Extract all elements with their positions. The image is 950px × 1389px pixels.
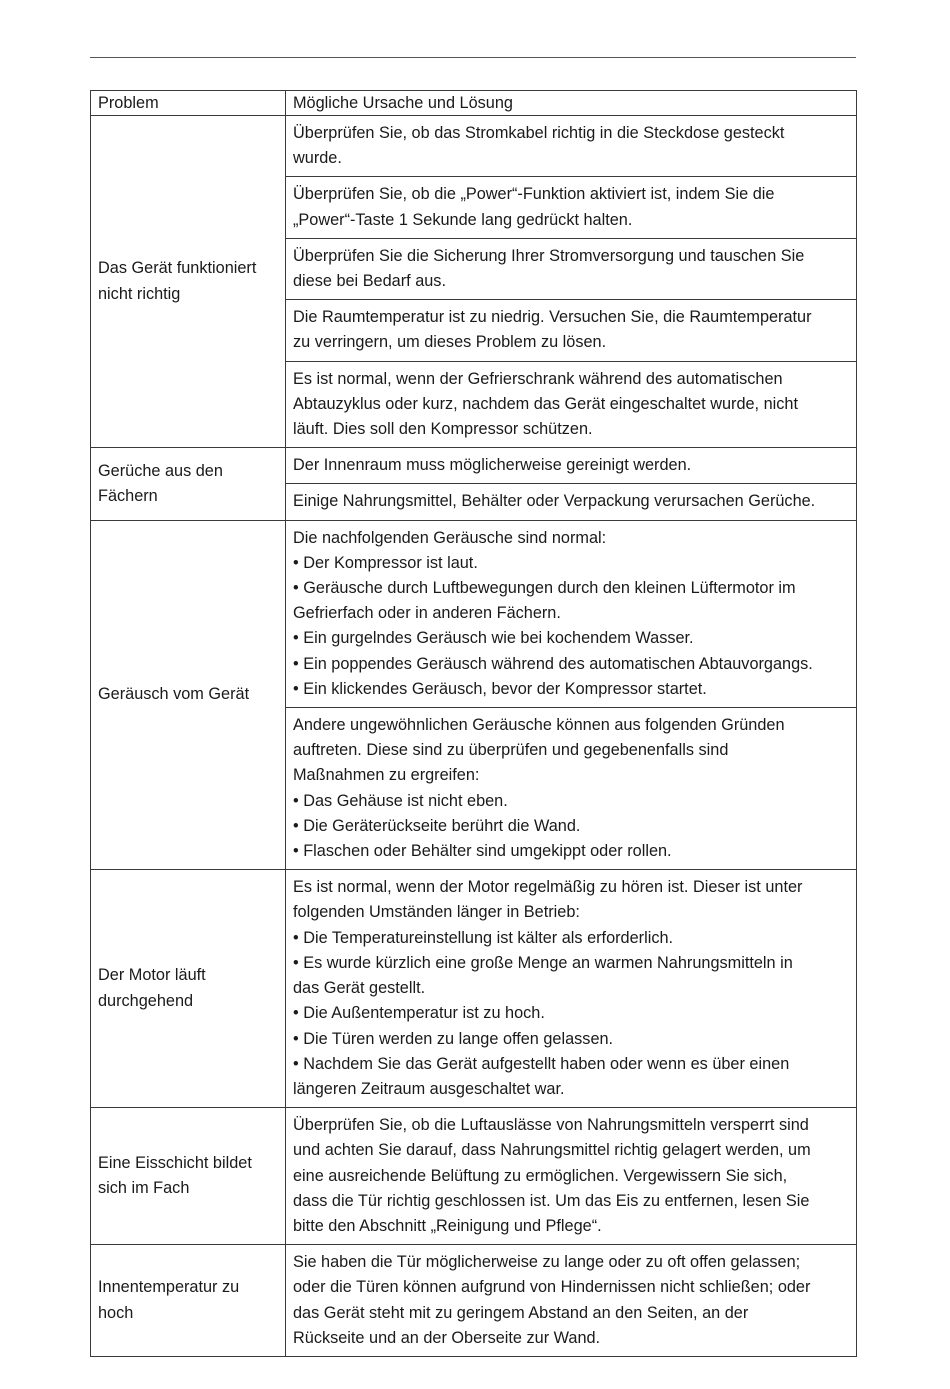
header-rule bbox=[90, 57, 856, 58]
cell-line: Die nachfolgenden Geräusche sind normal: bbox=[293, 528, 607, 547]
problem-cell bbox=[91, 870, 286, 1108]
header-problem: Problem bbox=[91, 91, 286, 116]
cell-line: das Gerät gestellt. bbox=[293, 979, 426, 998]
cell-line: diese bei Bedarf aus. bbox=[293, 272, 446, 291]
problem-cell bbox=[91, 1245, 286, 1357]
cell-line: Innentemperatur zu bbox=[98, 1278, 240, 1297]
cell-line: Gefrierfach oder in anderen Fächern. bbox=[293, 604, 561, 623]
cell-line: Das Gerät funktioniert bbox=[98, 259, 257, 278]
problem-cell bbox=[91, 116, 286, 448]
table-row bbox=[91, 448, 857, 484]
cell-line: Andere ungewöhnlichen Geräusche können aus folgenden Gründen bbox=[293, 716, 785, 735]
cell-line: • Geräusche durch Luftbewegungen durch den kleinen Lüftermotor im bbox=[293, 579, 796, 598]
cell-line: Überprüfen Sie die Sicherung Ihrer Stromversorgung und tauschen Sie bbox=[293, 246, 805, 265]
solution-cell bbox=[286, 177, 857, 238]
table-row bbox=[91, 870, 857, 1108]
solution-cell bbox=[286, 1108, 857, 1245]
cell-line: Eine Eisschicht bildet bbox=[98, 1153, 252, 1172]
cell-line: „Power“-Taste 1 Sekunde lang gedrückt halten. bbox=[293, 210, 633, 229]
cell-line: • Ein poppendes Geräusch während des automatischen Abtauvorgangs. bbox=[293, 654, 813, 673]
cell-line: folgenden Umständen länger in Betrieb: bbox=[293, 903, 580, 922]
cell-line: Überprüfen Sie, ob das Stromkabel richtig in die Steckdose gesteckt bbox=[293, 124, 785, 142]
cell-line: auftreten. Diese sind zu überprüfen und gegebenenfalls sind bbox=[293, 741, 729, 760]
solution-cell bbox=[286, 708, 857, 870]
solution-cell bbox=[286, 870, 857, 1108]
cell-line: • Das Gehäuse ist nicht eben. bbox=[293, 791, 508, 810]
solution-cell bbox=[286, 1245, 857, 1357]
table-row bbox=[91, 1245, 857, 1357]
cell-line: Überprüfen Sie, ob die „Power“-Funktion aktiviert ist, indem Sie die bbox=[293, 185, 775, 204]
cell-line: längeren Zeitraum ausgeschaltet war. bbox=[293, 1079, 565, 1098]
cell-line: läuft. Dies soll den Kompressor schützen. bbox=[293, 420, 593, 439]
cell-line: das Gerät steht mit zu geringem Abstand an den Seiten, an der bbox=[293, 1303, 749, 1322]
cell-line: • Der Kompressor ist laut. bbox=[293, 553, 478, 572]
table-row bbox=[91, 520, 857, 707]
cell-line: nicht richtig bbox=[98, 284, 181, 303]
cell-line: Abtauzyklus oder kurz, nachdem das Gerät eingeschaltet wurde, nicht bbox=[293, 394, 798, 413]
cell-line: Einige Nahrungsmittel, Behälter oder Verpackung verursachen Gerüche. bbox=[293, 492, 816, 511]
problem-cell bbox=[91, 1108, 286, 1245]
cell-line: Der Innenraum muss möglicherweise gereinigt werden. bbox=[293, 456, 692, 475]
table-header-row bbox=[91, 91, 857, 116]
cell-line: oder die Türen können aufgrund von Hindernissen nicht schließen; oder bbox=[293, 1278, 811, 1297]
cell-line: Rückseite und an der Oberseite zur Wand. bbox=[293, 1328, 601, 1347]
cell-line: Gerüche aus den bbox=[98, 461, 223, 480]
cell-line: Maßnahmen zu ergreifen: bbox=[293, 766, 480, 785]
troubleshooting-table-body bbox=[91, 91, 857, 1357]
cell-line: Die Raumtemperatur ist zu niedrig. Versuchen Sie, die Raumtemperatur bbox=[293, 308, 812, 327]
cell-line: dass die Tür richtig geschlossen ist. Um das Eis zu entfernen, lesen Sie bbox=[293, 1191, 810, 1210]
table-row bbox=[91, 116, 857, 177]
cell-line: Es ist normal, wenn der Motor regelmäßig zu hören ist. Dieser ist unter bbox=[293, 878, 803, 897]
solution-cell bbox=[286, 520, 857, 707]
cell-line: • Nachdem Sie das Gerät aufgestellt haben oder wenn es über einen bbox=[293, 1054, 790, 1073]
cell-line: Es ist normal, wenn der Gefrierschrank während des automatischen bbox=[293, 369, 783, 388]
solution-cell bbox=[286, 116, 857, 177]
solution-cell bbox=[286, 361, 857, 448]
solution-cell bbox=[286, 300, 857, 361]
cell-line: eine ausreichende Belüftung zu ermöglichen. Vergewissern Sie sich, bbox=[293, 1166, 788, 1185]
cell-line: hoch bbox=[98, 1303, 134, 1322]
solution-cell bbox=[286, 238, 857, 299]
troubleshooting-table bbox=[90, 90, 857, 1357]
cell-line: • Die Geräterückseite berührt die Wand. bbox=[293, 816, 581, 835]
cell-line: Fächern bbox=[98, 486, 158, 505]
cell-line: bitte den Abschnitt „Reinigung und Pflege“. bbox=[293, 1216, 602, 1235]
table-row bbox=[91, 1108, 857, 1245]
cell-line: • Die Außentemperatur ist zu hoch. bbox=[293, 1004, 545, 1023]
solution-cell bbox=[286, 484, 857, 520]
cell-line: wurde. bbox=[293, 149, 342, 168]
cell-line: Geräusch vom Gerät bbox=[98, 685, 250, 704]
cell-line: Überprüfen Sie, ob die Luftauslässe von Nahrungsmitteln versperrt sind bbox=[293, 1116, 809, 1135]
cell-line: Der Motor läuft bbox=[98, 966, 206, 985]
cell-line: • Es wurde kürzlich eine große Menge an warmen Nahrungsmitteln in bbox=[293, 953, 793, 972]
cell-line: und achten Sie darauf, dass Nahrungsmittel richtig gelagert werden, um bbox=[293, 1141, 811, 1160]
problem-cell bbox=[91, 448, 286, 520]
cell-line: Sie haben die Tür möglicherweise zu lange oder zu oft offen gelassen; bbox=[293, 1253, 801, 1272]
cell-line: zu verringern, um dieses Problem zu lösen. bbox=[293, 333, 607, 352]
cell-line: • Ein gurgelndes Geräusch wie bei kochendem Wasser. bbox=[293, 629, 694, 648]
cell-line: • Flaschen oder Behälter sind umgekippt oder rollen. bbox=[293, 842, 672, 861]
header-cause-solution: Mögliche Ursache und Lösung bbox=[286, 91, 857, 116]
problem-cell bbox=[91, 520, 286, 870]
cell-line: durchgehend bbox=[98, 991, 194, 1010]
cell-line: sich im Fach bbox=[98, 1179, 190, 1198]
cell-line: • Die Temperatureinstellung ist kälter als erforderlich. bbox=[293, 928, 674, 947]
cell-line: • Die Türen werden zu lange offen gelassen. bbox=[293, 1029, 614, 1048]
cell-line: • Ein klickendes Geräusch, bevor der Kompressor startet. bbox=[293, 679, 707, 698]
solution-cell bbox=[286, 448, 857, 484]
